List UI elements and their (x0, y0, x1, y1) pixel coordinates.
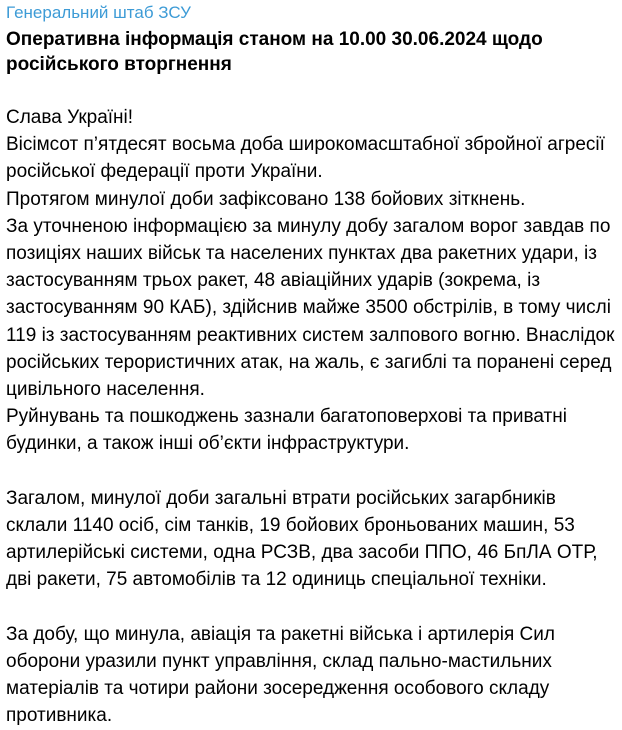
paragraph-losses (6, 485, 618, 594)
clashes-line: Протягом минулої доби зафіксовано 138 бойових зіткнень. (6, 188, 526, 210)
channel-name[interactable]: Генеральний штаб ЗСУ (6, 3, 191, 22)
greeting-line: Слава Україні! (6, 107, 134, 128)
strikes-line: За уточненою інформацією за минулу добу загалом ворог завдав по позиціях наших військ та населених пунктах два ракетних удари, із застосуванням трьох ракет, 48 авіаційних ударів (зокрема, із застосуванням 90 КАБ), здійснив майже 3500 обстрілів, в тому числі 119 із застосуванням реактивних систем залпового вогню. Внаслідок російських терористичних атак, на жаль, є загиблі та поранені серед цивільного населення. (6, 215, 615, 401)
message-post (6, 0, 618, 730)
post-headline: Оперативна інформація станом на 10.00 30.06.2024 щодо російського вторгнення (6, 29, 543, 75)
losses-line: Загалом, минулої доби загальні втрати російських загарбників склали 1140 осіб, сім танків, 19 бойових броньованих машин, 53 артилерійські системи, одна РСЗВ, два засоби ППО, 46 БпЛА ОТР, дві ракети, 75 автомобілів та 12 одиниць спеціальної техніки. (6, 487, 598, 591)
damage-line: Руйнувань та пошкоджень зазнали багатоповерхові та приватні будинки, а також інші об’єкти інфраструктури. (6, 406, 567, 455)
post-body (6, 104, 618, 730)
paragraph-strikes-by-defense (6, 621, 618, 730)
day-count-line: Вісімсот п’ятдесят восьма доба широкомасштабної збройної агресії російської федерації проти України. (6, 134, 605, 183)
paragraph-situation (6, 104, 618, 458)
defense-strikes-line: За добу, що минула, авіація та ракетні війська і артилерія Сил оборони уразили пункт управління, склад пально-мастильних матеріалів та чотири райони зосередження особового складу противника. (6, 623, 555, 727)
